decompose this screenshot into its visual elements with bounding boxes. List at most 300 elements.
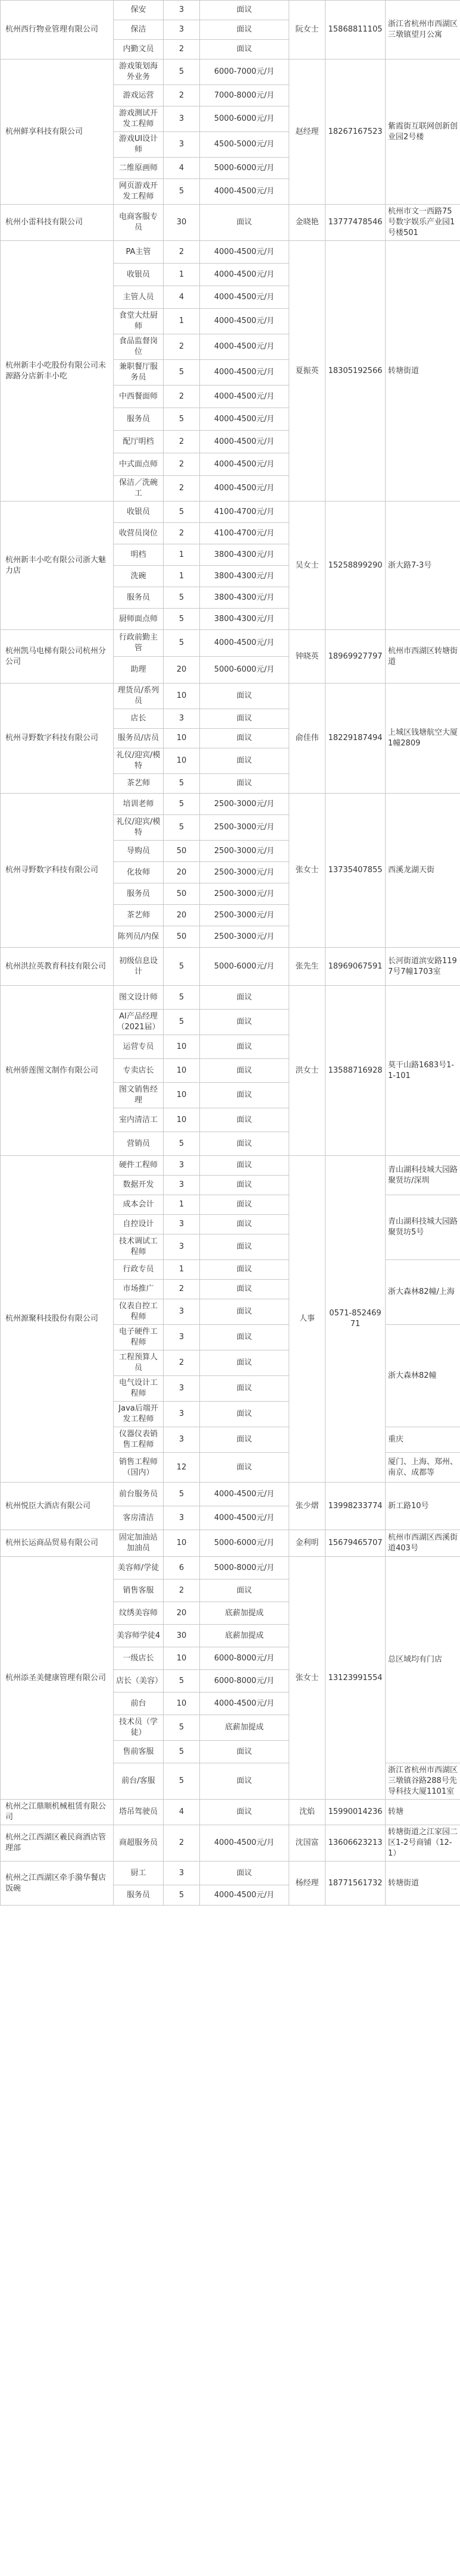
hire-count: 5	[164, 948, 200, 986]
salary: 面议	[200, 205, 289, 241]
hire-count: 3	[164, 132, 200, 158]
job-title: 前台	[114, 1693, 164, 1715]
salary: 面议	[200, 1280, 289, 1299]
job-title: 食堂大灶厨师	[114, 309, 164, 334]
hire-count: 5	[164, 360, 200, 386]
hire-count: 5	[164, 1010, 200, 1035]
hire-count: 3	[164, 1, 200, 20]
salary: 5000-6000元/月	[200, 657, 289, 684]
salary: 2500-3000元/月	[200, 841, 289, 862]
hire-count: 3	[164, 1325, 200, 1350]
salary: 面议	[200, 1156, 289, 1176]
job-title: 硬件工程师	[114, 1156, 164, 1176]
table-row	[1, 1, 460, 20]
hire-count: 5	[164, 408, 200, 431]
hire-count: 5	[164, 502, 200, 523]
job-title: 自控设计	[114, 1215, 164, 1234]
salary: 6000-8000元/月	[200, 1647, 289, 1670]
hire-count: 3	[164, 1376, 200, 1402]
job-title: 保安	[114, 1, 164, 20]
job-title: 初级信息设计	[114, 948, 164, 986]
work-address: 浙大森林82幢/上海	[386, 1260, 460, 1325]
job-title: 配厅明档	[114, 431, 164, 453]
work-address: 上城区钱塘航空大厦1幢2809	[386, 684, 460, 794]
salary: 面议	[200, 1260, 289, 1280]
salary: 面议	[200, 1800, 289, 1825]
job-title: 服务员	[114, 408, 164, 431]
hire-count: 4	[164, 1800, 200, 1825]
job-title: 化妆师	[114, 862, 164, 883]
job-title: 礼仪/迎宾/模特	[114, 748, 164, 774]
hire-count: 10	[164, 1083, 200, 1108]
job-title: 技术调试工程师	[114, 1234, 164, 1260]
contact-name: 张少熠	[289, 1483, 326, 1530]
hire-count: 20	[164, 905, 200, 926]
hire-count: 3	[164, 20, 200, 40]
job-title: 服务员/店员	[114, 729, 164, 748]
salary: 4000-4500元/月	[200, 360, 289, 386]
job-title: 商超服务员	[114, 1825, 164, 1862]
work-address: 浙大路7-3号	[386, 502, 460, 630]
salary: 4000-4500元/月	[200, 1825, 289, 1862]
salary: 2500-3000元/月	[200, 794, 289, 815]
salary: 4000-4500元/月	[200, 630, 289, 657]
contact-name: 洪女士	[289, 986, 326, 1156]
hire-count: 50	[164, 841, 200, 862]
salary: 4000-4500元/月	[200, 309, 289, 334]
hire-count: 2	[164, 1825, 200, 1862]
company-name: 杭州新丰小吃股份有限公司未源路分店新丰小吃	[1, 241, 114, 502]
job-title: 厨师面点师	[114, 609, 164, 630]
salary: 面议	[200, 20, 289, 40]
work-address: 杭州市西湖区西溪街道403号	[386, 1530, 460, 1557]
hire-count: 10	[164, 1530, 200, 1557]
hire-count: 3	[164, 106, 200, 132]
table-row	[1, 794, 460, 815]
salary: 面议	[200, 748, 289, 774]
salary: 5000-6000元/月	[200, 1530, 289, 1557]
salary: 底薪加提成	[200, 1715, 289, 1741]
salary: 3800-4300元/月	[200, 544, 289, 566]
phone-number: 18267167523	[326, 59, 386, 205]
table-row	[1, 205, 460, 241]
company-name: 杭州源聚科技股份有限公司	[1, 1156, 114, 1483]
hire-count: 10	[164, 1108, 200, 1132]
job-title: 一级店长	[114, 1647, 164, 1670]
hire-count: 2	[164, 1350, 200, 1376]
salary: 3800-4300元/月	[200, 587, 289, 609]
salary: 2500-3000元/月	[200, 815, 289, 841]
job-title: 成本会计	[114, 1195, 164, 1215]
contact-name: 金晓艳	[289, 205, 326, 241]
hire-count: 10	[164, 1059, 200, 1083]
work-address: 浙江省杭州市西湖区三墩镇望月公寓	[386, 1, 460, 59]
company-name: 杭州之江鼎顺机械租赁有限公司	[1, 1800, 114, 1825]
job-title: 塔吊驾驶员	[114, 1800, 164, 1825]
hire-count: 5	[164, 1483, 200, 1506]
job-title: 行政前勤主管	[114, 630, 164, 657]
hire-count: 1	[164, 566, 200, 587]
work-address: 青山湖科技城大园路聚贤坊/深圳	[386, 1156, 460, 1195]
hire-count: 3	[164, 1862, 200, 1885]
hire-count: 2	[164, 241, 200, 264]
salary: 6000-7000元/月	[200, 59, 289, 85]
hire-count: 4	[164, 158, 200, 179]
job-title: 行政专员	[114, 1260, 164, 1280]
job-title: 厨工	[114, 1862, 164, 1885]
hire-count: 1	[164, 1260, 200, 1280]
hire-count: 50	[164, 926, 200, 948]
salary: 面议	[200, 1350, 289, 1376]
salary: 面议	[200, 729, 289, 748]
contact-name: 沈焰	[289, 1800, 326, 1825]
salary: 2500-3000元/月	[200, 862, 289, 883]
job-title: 工程预算人员	[114, 1350, 164, 1376]
hire-count: 2	[164, 386, 200, 408]
hire-count: 10	[164, 748, 200, 774]
phone-number: 13777478546	[326, 205, 386, 241]
salary: 2500-3000元/月	[200, 905, 289, 926]
salary: 7000-8000元/月	[200, 85, 289, 106]
job-title: 售前客服	[114, 1741, 164, 1763]
job-title: 二维原画师	[114, 158, 164, 179]
job-title: 室内清洁工	[114, 1108, 164, 1132]
hire-count: 1	[164, 309, 200, 334]
hire-count: 1	[164, 264, 200, 286]
hire-count: 10	[164, 684, 200, 709]
salary: 面议	[200, 1325, 289, 1350]
job-title: 仪表自控工程师	[114, 1299, 164, 1325]
hire-count: 5	[164, 587, 200, 609]
salary: 面议	[200, 1234, 289, 1260]
job-title: 纹绣美容师	[114, 1602, 164, 1625]
company-name: 杭州骄莲图文制作有限公司	[1, 986, 114, 1156]
hire-count: 2	[164, 523, 200, 544]
work-address: 转塘街道	[386, 241, 460, 502]
job-title: 陈列员/内保	[114, 926, 164, 948]
job-title: 数据开发	[114, 1176, 164, 1195]
contact-name: 钟晓英	[289, 630, 326, 684]
hire-count: 5	[164, 1885, 200, 1906]
work-address: 长河街道滨安路1197号7幢1703室	[386, 948, 460, 986]
contact-name: 金利明	[289, 1530, 326, 1557]
work-address: 重庆	[386, 1427, 460, 1453]
company-name: 杭州寻野数字科技有限公司	[1, 794, 114, 948]
table-row	[1, 1825, 460, 1862]
company-name: 杭州之江西湖区牵手漪华餐店饭碗	[1, 1862, 114, 1906]
table-row	[1, 1156, 460, 1176]
job-title: 收营员岗位	[114, 523, 164, 544]
salary: 4500-5000元/月	[200, 132, 289, 158]
job-title: 理货员/系列员	[114, 684, 164, 709]
job-title: 中式面点师	[114, 453, 164, 476]
hire-count: 3	[164, 1427, 200, 1453]
job-title: 专卖店长	[114, 1059, 164, 1083]
hire-count: 5	[164, 1715, 200, 1741]
hire-count: 20	[164, 657, 200, 684]
phone-number: 18771561732	[326, 1862, 386, 1906]
salary: 2500-3000元/月	[200, 883, 289, 905]
job-title: 中西餐面师	[114, 386, 164, 408]
company-name: 杭州鲜享科技有限公司	[1, 59, 114, 205]
job-title: 导购员	[114, 841, 164, 862]
table-row	[1, 986, 460, 1010]
hire-count: 3	[164, 709, 200, 729]
table-row	[1, 59, 460, 85]
salary: 面议	[200, 1580, 289, 1602]
job-title: 明档	[114, 544, 164, 566]
job-title: 茶艺师	[114, 774, 164, 794]
salary: 面议	[200, 1763, 289, 1800]
salary: 4000-4500元/月	[200, 1506, 289, 1530]
job-title: 内勤文员	[114, 40, 164, 59]
phone-number: 18229187494	[326, 684, 386, 794]
hire-count: 10	[164, 1693, 200, 1715]
salary: 3800-4300元/月	[200, 609, 289, 630]
contact-name: 阮女士	[289, 1, 326, 59]
table-row	[1, 630, 460, 657]
hire-count: 3	[164, 1234, 200, 1260]
hire-count: 3	[164, 1176, 200, 1195]
salary: 2500-3000元/月	[200, 926, 289, 948]
salary: 4000-4500元/月	[200, 476, 289, 502]
salary: 面议	[200, 1035, 289, 1059]
hire-count: 3	[164, 1402, 200, 1427]
table-row	[1, 502, 460, 523]
company-name: 杭州长运商品贸易有限公司	[1, 1530, 114, 1557]
work-address: 浙大森林82幢	[386, 1325, 460, 1427]
job-title: 兼职餐厅服务员	[114, 360, 164, 386]
salary: 面议	[200, 684, 289, 709]
salary: 4000-4500元/月	[200, 431, 289, 453]
table-row	[1, 1483, 460, 1506]
hire-count: 30	[164, 1625, 200, 1647]
hire-count: 1	[164, 1195, 200, 1215]
salary: 4000-4500元/月	[200, 241, 289, 264]
phone-number: 15868811105	[326, 1, 386, 59]
job-title: 销售客服	[114, 1580, 164, 1602]
table-row	[1, 1800, 460, 1825]
hire-count: 10	[164, 729, 200, 748]
salary: 面议	[200, 1010, 289, 1035]
hire-count: 2	[164, 40, 200, 59]
job-title: 保洁／洗碗工	[114, 476, 164, 502]
job-title: 运营专员	[114, 1035, 164, 1059]
contact-name: 俞佳伟	[289, 684, 326, 794]
job-title: 电气设计工程师	[114, 1376, 164, 1402]
job-title: 前台/客服	[114, 1763, 164, 1800]
company-name: 杭州之江西湖区羲民商酒店管理部	[1, 1825, 114, 1862]
work-address: 转塘街道	[386, 1862, 460, 1906]
company-name: 杭州西行物业管理有限公司	[1, 1, 114, 59]
job-title: 美容师学徒4	[114, 1625, 164, 1647]
job-title: 前台服务员	[114, 1483, 164, 1506]
job-title: 洗碗	[114, 566, 164, 587]
phone-number: 15258899290	[326, 502, 386, 630]
hire-count: 2	[164, 1580, 200, 1602]
contact-name: 杨经理	[289, 1862, 326, 1906]
work-address: 转塘街道之江家园二区1-2号商铺（12-1）	[386, 1825, 460, 1862]
phone-number: 18969927797	[326, 630, 386, 684]
salary: 面议	[200, 1741, 289, 1763]
salary: 3800-4300元/月	[200, 566, 289, 587]
hire-count: 5	[164, 59, 200, 85]
job-title: 助理	[114, 657, 164, 684]
salary: 面议	[200, 1453, 289, 1483]
hire-count: 30	[164, 205, 200, 241]
job-title: 销售工程师（国内）	[114, 1453, 164, 1483]
salary: 4000-4500元/月	[200, 179, 289, 205]
contact-name: 人事	[289, 1156, 326, 1483]
salary: 面议	[200, 1, 289, 20]
job-title: 游戏测试开发工程师	[114, 106, 164, 132]
phone-number: 13588716928	[326, 986, 386, 1156]
phone-number: 13123991554	[326, 1557, 386, 1800]
job-title: 客房清洁	[114, 1506, 164, 1530]
hire-count: 2	[164, 1280, 200, 1299]
hire-count: 10	[164, 1035, 200, 1059]
work-address: 杭州市文一西路75号数字娱乐产业园1号楼501	[386, 205, 460, 241]
salary: 面议	[200, 986, 289, 1010]
salary: 面议	[200, 1195, 289, 1215]
salary: 面议	[200, 1299, 289, 1325]
work-address: 紫霞街互联网创新创业园2号楼	[386, 59, 460, 205]
work-address: 莫干山路1683号1-1-101	[386, 986, 460, 1156]
salary: 4000-4500元/月	[200, 408, 289, 431]
hire-count: 2	[164, 476, 200, 502]
hire-count: 5	[164, 815, 200, 841]
salary: 4000-4500元/月	[200, 453, 289, 476]
job-title: Java后端开发工程师	[114, 1402, 164, 1427]
salary: 4000-4500元/月	[200, 334, 289, 360]
salary: 面议	[200, 1215, 289, 1234]
company-name: 杭州洪拉英教育科技有限公司	[1, 948, 114, 986]
job-title: 保洁	[114, 20, 164, 40]
salary: 面议	[200, 1402, 289, 1427]
job-title: 游戏UI设计师	[114, 132, 164, 158]
hire-count: 4	[164, 286, 200, 309]
salary: 4000-4500元/月	[200, 264, 289, 286]
hire-count: 5	[164, 1670, 200, 1693]
salary: 4000-4500元/月	[200, 386, 289, 408]
job-title: 游戏策划海外业务	[114, 59, 164, 85]
phone-number: 0571-85246971	[326, 1156, 386, 1483]
hire-count: 3	[164, 1156, 200, 1176]
job-title: 服务员	[114, 1885, 164, 1906]
company-name: 杭州凯马电梯有限公司杭州分公司	[1, 630, 114, 684]
job-title: 收银员	[114, 264, 164, 286]
table-row	[1, 1862, 460, 1885]
work-address: 厦门、上海、郑州、南京、成都等	[386, 1453, 460, 1483]
job-title: 主管人员	[114, 286, 164, 309]
table-row	[1, 1530, 460, 1557]
hire-count: 5	[164, 794, 200, 815]
salary: 面议	[200, 1376, 289, 1402]
salary: 4000-4500元/月	[200, 286, 289, 309]
salary: 4000-4500元/月	[200, 1885, 289, 1906]
job-title: 店长	[114, 709, 164, 729]
work-address: 新工路10号	[386, 1483, 460, 1530]
table-row	[1, 948, 460, 986]
hire-count: 3	[164, 1506, 200, 1530]
job-title: 电商客服专员	[114, 205, 164, 241]
company-name: 杭州小雷科技有限公司	[1, 205, 114, 241]
job-title: 固定加油站加油员	[114, 1530, 164, 1557]
job-title: 仪器仪表销售工程师	[114, 1427, 164, 1453]
salary: 4000-4500元/月	[200, 1693, 289, 1715]
job-title: 游戏运营	[114, 85, 164, 106]
salary: 面议	[200, 1427, 289, 1453]
work-address: 西溪龙湖天街	[386, 794, 460, 948]
job-title: 图文销售经理	[114, 1083, 164, 1108]
phone-number: 15679465707	[326, 1530, 386, 1557]
job-title: PA主管	[114, 241, 164, 264]
job-title: 培训老师	[114, 794, 164, 815]
company-name: 杭州添圣美健康管理有限公司	[1, 1557, 114, 1800]
contact-name: 赵经理	[289, 59, 326, 205]
phone-number: 15990014236	[326, 1800, 386, 1825]
hire-count: 5	[164, 179, 200, 205]
job-title: 电子硬件工程师	[114, 1325, 164, 1350]
hire-count: 12	[164, 1453, 200, 1483]
hire-count: 3	[164, 1299, 200, 1325]
hire-count: 5	[164, 609, 200, 630]
phone-number: 13998233774	[326, 1483, 386, 1530]
job-title: 收银员	[114, 502, 164, 523]
contact-name: 沈国富	[289, 1825, 326, 1862]
hire-count: 5	[164, 774, 200, 794]
hire-count: 5	[164, 1741, 200, 1763]
job-title: 技术员（学徒）	[114, 1715, 164, 1741]
job-title: 服务员	[114, 883, 164, 905]
salary: 面议	[200, 1862, 289, 1885]
hire-count: 6	[164, 1557, 200, 1580]
work-address: 总区域均有门店	[386, 1557, 460, 1763]
hire-count: 50	[164, 883, 200, 905]
work-address: 杭州市西湖区转塘街道	[386, 630, 460, 684]
contact-name: 张先生	[289, 948, 326, 986]
job-title: AI产品经理（2021届）	[114, 1010, 164, 1035]
salary: 5000-6000元/月	[200, 158, 289, 179]
salary: 6000-8000元/月	[200, 1670, 289, 1693]
company-name: 杭州悦臣大酒店有限公司	[1, 1483, 114, 1530]
hire-count: 2	[164, 453, 200, 476]
salary: 5000-6000元/月	[200, 948, 289, 986]
salary: 面议	[200, 1176, 289, 1195]
table-row	[1, 1557, 460, 1580]
work-address: 青山湖科技城大园路聚贤坊5号	[386, 1195, 460, 1260]
company-name: 杭州新丰小吃有限公司浙大魅力店	[1, 502, 114, 630]
hire-count: 20	[164, 1602, 200, 1625]
salary: 面议	[200, 709, 289, 729]
salary: 面议	[200, 774, 289, 794]
job-title: 食品监督岗位	[114, 334, 164, 360]
job-title: 图文设计师	[114, 986, 164, 1010]
salary: 面议	[200, 1132, 289, 1156]
contact-name: 夏振英	[289, 241, 326, 502]
salary: 底薪加提成	[200, 1602, 289, 1625]
hire-count: 20	[164, 862, 200, 883]
hire-count: 1	[164, 544, 200, 566]
salary: 面议	[200, 1083, 289, 1108]
job-title: 服务员	[114, 587, 164, 609]
salary: 面议	[200, 1059, 289, 1083]
work-address: 转塘	[386, 1800, 460, 1825]
salary: 面议	[200, 1108, 289, 1132]
phone-number: 13606623213	[326, 1825, 386, 1862]
salary: 5000-8000元/月	[200, 1557, 289, 1580]
job-title: 网页游戏开发工程师	[114, 179, 164, 205]
